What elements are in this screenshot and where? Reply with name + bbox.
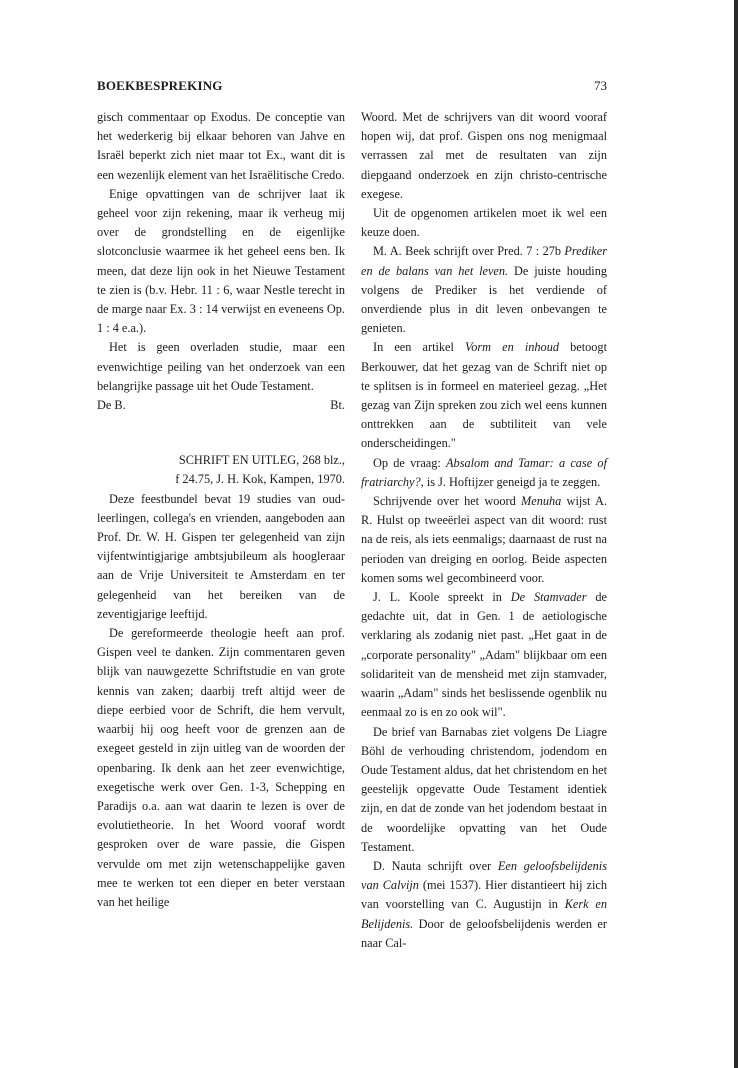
text: , is J. Hoftijzer geneigd ja te zeggen.	[420, 474, 601, 489]
article-title: Menuha	[521, 494, 562, 509]
text: betoogt Berkouwer, dat het gezag van de Schrift niet op te splitsen is in formeel en materieel gezag. „Het gezag van Zijn spreken zou zich wel eens kunnen onttrekken aan de subtiliteit van vele onderscheidingen."	[361, 340, 607, 451]
page-number: 73	[594, 78, 607, 93]
text: Door de geloofsbelijdenis werden er naar Cal-	[361, 916, 607, 950]
text: M. A. Beek schrijft over Pred. 7 : 27b	[373, 244, 565, 259]
text: Schrijvende over het woord	[373, 494, 522, 509]
running-header	[97, 78, 607, 96]
paragraph	[361, 588, 607, 722]
text: de gedachte uit, dat in Gen. 1 de aetiologische verklaring als zodanig niet past. „Het gaat in de „corporate personality" „Adam" blijkbaar om een solidariteit van de mensheid met zijn stamvader, waarin „Adam" sinds het beslissende ogenblik nu eenmaal zo is en zo ook wil".	[361, 590, 607, 720]
left-column	[97, 108, 345, 912]
paragraph: Enige opvattingen van de schrijver laat ik geheel voor zijn rekening, maar ik verheug mij over de grondstelling en de eigenlijke slotconclusie waarmee ik het geheel eens ben. Ik meen, dat deze lijn ook in het Nieuwe Testament te zien is (b.v. Hebr. 11 : 6, waar Nestle terecht in de marge naar Ex. 3 : 14 verwijst en eveneens Op. 1 : 4 e.a.).	[97, 186, 345, 336]
article-title: Prediker en de balans van het leven.	[361, 244, 607, 278]
book-publisher-line: f 24.75, J. H. Kok, Kampen, 1970.	[175, 472, 345, 487]
paragraph	[361, 338, 607, 453]
article-title: Kerk en Belijdenis.	[361, 897, 607, 931]
right-column	[361, 108, 607, 953]
review-signature	[97, 396, 345, 415]
paragraph	[361, 492, 607, 588]
signature-initials: De B.	[97, 398, 126, 413]
paragraph: Uit de opgenomen artikelen moet ik wel een keuze doen.	[361, 206, 607, 240]
paragraph: Woord. Met de schrijvers van dit woord vooraf hopen wij, dat prof. Gispen ons nog menigmaal verrassen zal met de resultaten van zijn diepgaand onderzoek en zijn christo-centrische exegese.	[361, 110, 607, 201]
text: D. Nauta schrijft over	[373, 858, 498, 873]
article-title: De Stamvader	[510, 590, 587, 605]
paragraph	[361, 454, 607, 492]
paragraph: Het is geen overladen studie, maar een evenwichtige peiling van het onderzoek van een belangrijke passage uit het Oude Testament.	[97, 340, 345, 393]
article-title: Vorm en inhoud	[465, 340, 559, 355]
signature-author: Bt.	[330, 398, 345, 413]
paragraph	[361, 242, 607, 338]
section-title: BOEKBESPREKING	[97, 78, 223, 93]
text: (mei 1537). Hier distantieert hij zich van voorstelling van C. Augustijn in	[361, 878, 607, 912]
scan-edge	[734, 0, 738, 1068]
paragraph	[361, 857, 607, 953]
text: In een artikel	[373, 340, 466, 355]
text: Op de vraag:	[373, 455, 447, 470]
article-title: Een geloofsbelijdenis van Calvijn	[361, 858, 608, 893]
book-title-line: SCHRIFT EN UITLEG, 268 blz.,	[178, 453, 345, 468]
book-reference	[97, 451, 345, 489]
paragraph: De gereformeerde theologie heeft aan prof. Gispen veel te danken. Zijn commentaren geven blijk van nauwgezette Schriftstudie en van grote kennis van zaken; daarbij treft altijd weer de diepe eerbied voor de Schrift, die hem vervult, waarbij hij oog heeft voor de grenzen aan de exegeet gesteld in zijn uitleg van de woorden der openbaring. Ik denk aan het zeer evenwichtige, exegetische werk over Gen. 1-3, Schepping en Paradijs o.a. aan wat daarin te lezen is over de evolutietheorie. In het Woord vooraf wordt gesproken over de ware passie, die Gispen vervulde om met zijn wetenschappelijke gaven mee te werken tot een dieper en beter verstaan van het heilige	[97, 626, 345, 909]
text: J. L. Koole spreekt in	[373, 590, 511, 605]
text: De juiste houding volgens de Prediker is het verdiende of onverdiende plus in dit leven onbevangen te genieten.	[361, 263, 608, 336]
text: wijst A. R. Hulst op tweeërlei aspect van dit woord: rust na de reis, als iets eenmaligs; daarnaast de rust na perioden van dreiging en oorlog. Beide aspecten komen soms wel gecombineerd voor.	[361, 494, 607, 585]
paragraph: De brief van Barnabas ziet volgens De Liagre Böhl de verhouding christendom, jodendom en Oude Testament aldus, dat het christendom en het geestelijk opgevatte Oude Testament identiek zijn, en dat de zonde van het jodendom bestaat in de woordelijke opvatting van het Oude Testament.	[361, 724, 607, 854]
article-title: Absalom and Tamar: a case of fratriarchy?	[361, 455, 607, 489]
paragraph: gisch commentaar op Exodus. De conceptie van het wederkerig bij elkaar behoren van Jahve en Israël beperkt zich niet maar tot Ex., want dit is een wezenlijk element van het Israëlitische Credo.	[97, 110, 345, 182]
paragraph: Deze feestbundel bevat 19 studies van oud-leerlingen, collega's en vrienden, aangeboden aan Prof. Dr. W. H. Gispen ter gelegenheid van zijn vijfentwintigjarige ambtsjubileum als hoogleraar aan de Vrije Universiteit te Amsterdam en ter gelegenheid van het bereiken van de zeventigjarige leeftijd.	[97, 491, 345, 621]
